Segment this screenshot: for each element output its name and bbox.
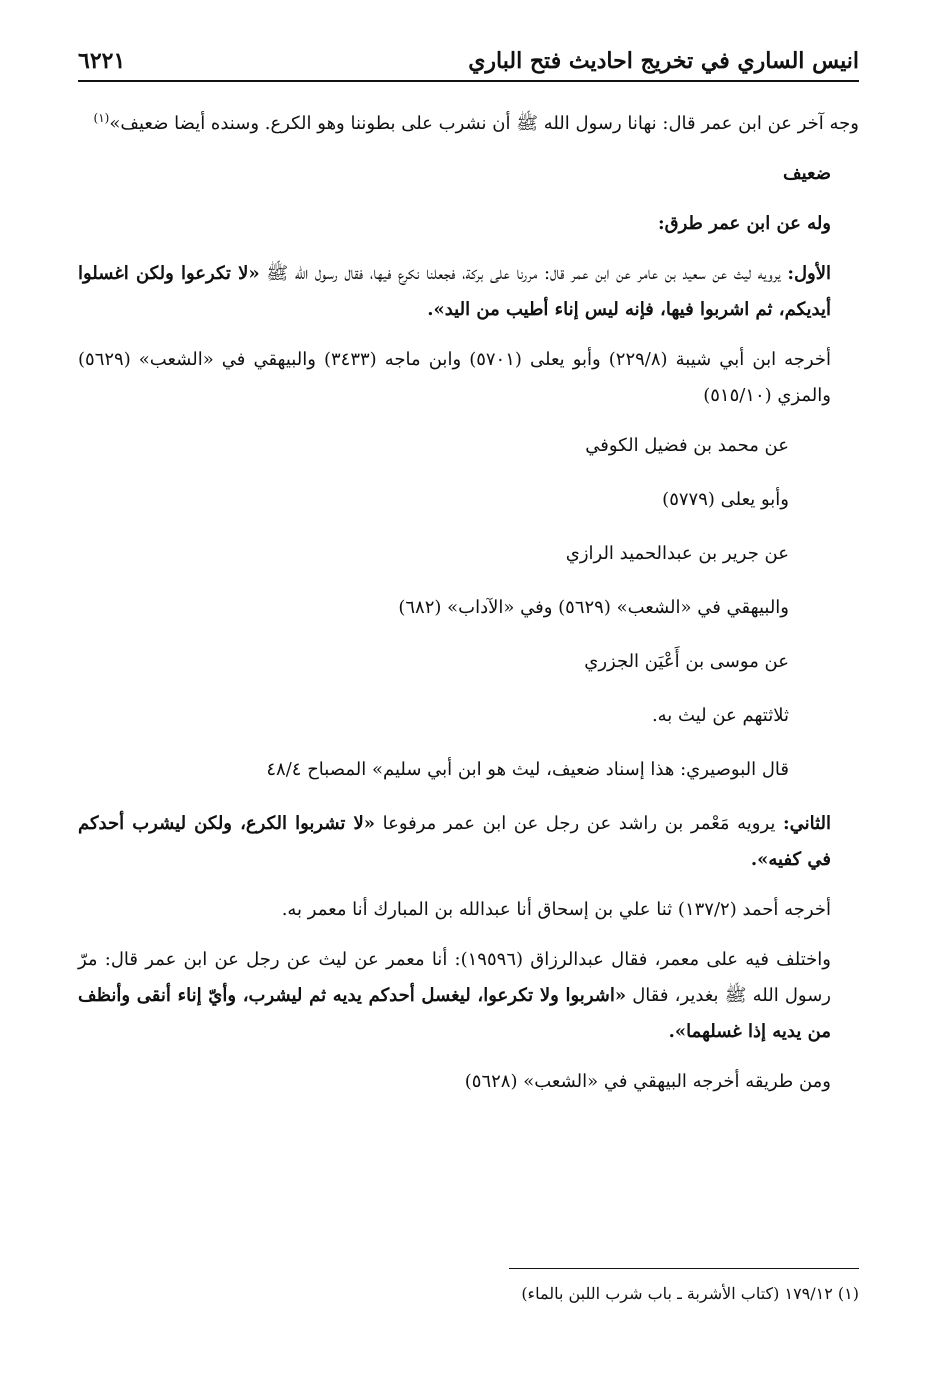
section-heading: وله عن ابن عمر طرق: bbox=[658, 213, 831, 234]
footnote: (١) ١٧٩/١٢ (كتاب الأشربة ـ باب شرب اللبن بالماء) bbox=[521, 1284, 859, 1303]
hadith-quote: «لا تشربوا الكرع، ولكن ليشرب أحدكم في كفيه». bbox=[78, 813, 831, 870]
paragraph-label: الثاني: bbox=[782, 813, 832, 834]
paragraph-text: يرويه مَعْمر بن راشد عن رجل عن ابن عمر مرفوعا bbox=[375, 813, 783, 834]
paragraph bbox=[78, 256, 859, 328]
main-text bbox=[78, 100, 859, 1114]
chain-line: وأبو يعلى (٥٧٧٩) bbox=[662, 489, 789, 510]
book-title: انيس الساري في تخريج احاديث فتح الباري bbox=[468, 48, 859, 74]
grade-label: ضعيف bbox=[782, 163, 831, 184]
paragraph bbox=[78, 942, 859, 1050]
running-header bbox=[78, 44, 859, 82]
paragraph bbox=[78, 806, 859, 878]
chain-line: ثلاثتهم عن ليث به. bbox=[651, 705, 789, 726]
chain-line: والبيهقي في «الشعب» (٥٦٢٩) وفي «الآداب» (٦٨٢) bbox=[398, 597, 789, 618]
paragraph-text: واختلف فيه على معمر، فقال عبدالرزاق (١٩٥٩٦): أنا معمر عن ليث عن رجل عن ابن عمر قال: مرّ رسول الله ﷺ بغدير، فقال bbox=[78, 949, 831, 1006]
paragraph-text: وجه آخر عن ابن عمر قال: نهانا رسول الله ﷺ أن نشرب على بطوننا وهو الكرع. وسنده أيضا ضعيف» bbox=[109, 113, 859, 134]
page-number: ٦٢٢١ bbox=[78, 48, 126, 74]
chain-line: عن جرير بن عبدالحميد الرازي bbox=[565, 543, 789, 564]
paragraph: قال البوصيري: هذا إسناد ضعيف، ليث هو ابن أبي سليم» المصباح ٤٨/٤ bbox=[266, 759, 789, 780]
hadith-quote: «لا تكرعوا ولكن اغسلوا أيديكم، ثم اشربوا فيها، فإنه ليس إناء أطيب من اليد». bbox=[78, 263, 831, 320]
hadith-quote: «اشربوا ولا تكرعوا، ليغسل أحدكم يديه ثم ليشرب، وأيّ إناء أنقى وأنظف من يديه إذا غسلهما». bbox=[78, 985, 831, 1042]
footnote-marker: (١) bbox=[93, 111, 110, 125]
paragraph: أخرجه ابن أبي شيبة (٢٢٩/٨) وأبو يعلى (٥٧٠١) وابن ماجه (٣٤٣٣) والبيهقي في «الشعب» (٥٦٢٩) والمزي (٥١٥/١٠) bbox=[78, 349, 831, 406]
paragraph-label: الأول: bbox=[787, 263, 832, 284]
footnote-divider bbox=[509, 1268, 859, 1269]
paragraph: ومن طريقه أخرجه البيهقي في «الشعب» (٥٦٢٨) bbox=[464, 1071, 831, 1092]
paragraph-text: يرويه ليث عن سعيد بن عامر عن ابن عمر قال: مررنا على بركة، فجعلنا نكرع فيها، فقال رسول الله ﷺ bbox=[259, 263, 788, 284]
chain-line: عن محمد بن فضيل الكوفي bbox=[585, 435, 789, 456]
chain-line: عن موسى بن أَعْيَن الجزري bbox=[584, 651, 789, 672]
paragraph: أخرجه أحمد (١٣٧/٢) ثنا علي بن إسحاق أنا عبدالله بن المبارك أنا معمر به. bbox=[281, 899, 831, 920]
paragraph bbox=[78, 100, 859, 142]
